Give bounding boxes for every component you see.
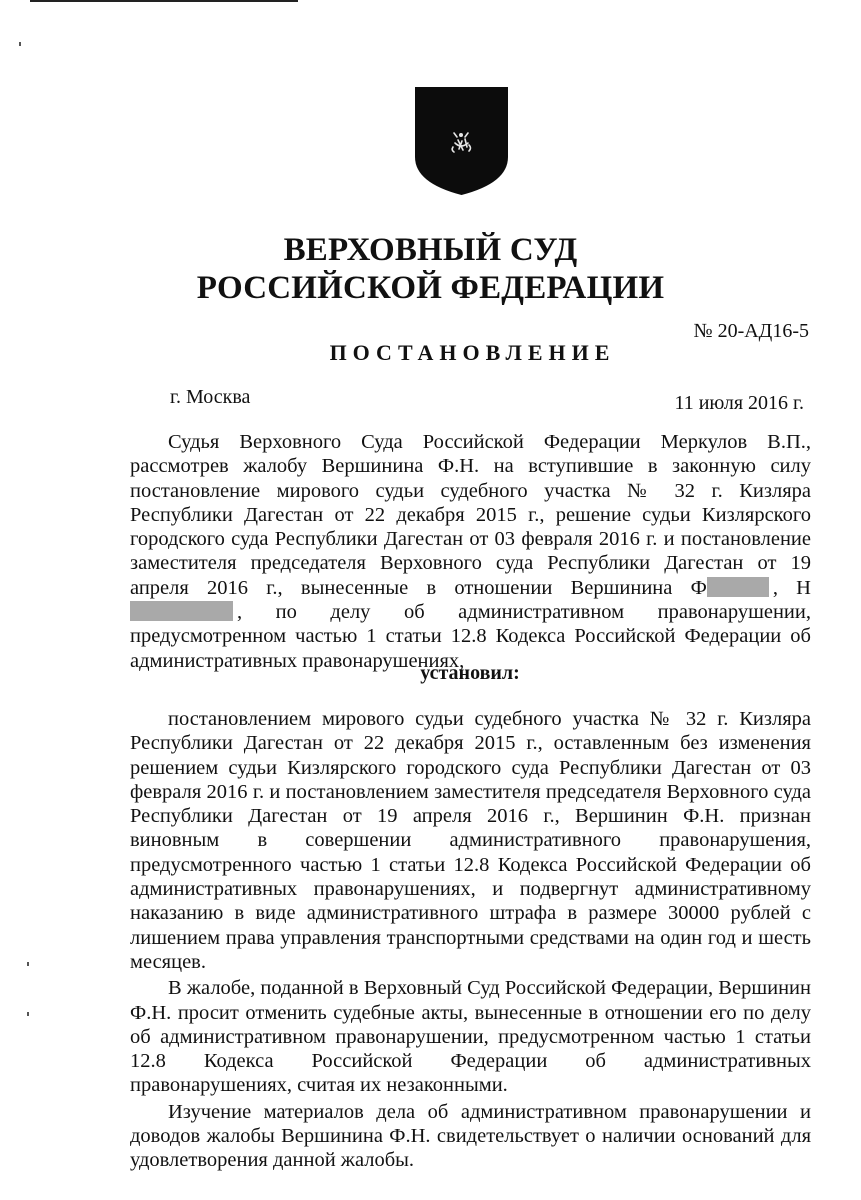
- court-name-line2: РОССИЙСКОЙ ФЕДЕРАЦИИ: [196, 270, 665, 306]
- paragraph-review: Изучение материалов дела об административном правонарушении и доводов жалобы Вершинина Ф.Н. свидетельствует о наличии оснований для удовлетворения данной жалобы.: [130, 1100, 811, 1172]
- case-number: № 20-АД16-5: [693, 320, 809, 342]
- city: г. Москва: [170, 386, 251, 408]
- document-date: 11 июля 2016 г.: [674, 392, 804, 414]
- scan-edge-line: [30, 0, 298, 2]
- intro-paragraph: [130, 430, 811, 673]
- facts-section: [130, 707, 811, 1173]
- document-type-title: ПОСТАНОВЛЕНИЕ: [329, 340, 616, 365]
- intro-text-part2: , по делу об административном правонарушении, предусмотренном частью 1 статьи 12.8 Кодекса Российской Федерации об административных правонарушениях,: [130, 601, 811, 672]
- court-name: [0, 231, 861, 307]
- redacted-first-name: [707, 577, 769, 597]
- paragraph-ruling: постановлением мирового судьи судебного участка № 32 г. Кизляра Республики Дагестан от 22 декабря 2015 г., оставленным без изменения решением судьи Кизлярского городского суда Республики Дагестан от 03 февраля 2016 г. и постановлением заместителя председателя Верховного суда Республики Дагестан от 19 апреля 2016 г., Вершинин Ф.Н. признан виновным в совершении административного правонарушения, предусмотренного частью 1 статьи 12.8 Кодекса Российской Федерации об административных правонарушениях, и подвергнут административному наказанию в виде административного штрафа в размере 30000 рублей с лишением права управления транспортными средствами на один год и шесть месяцев.: [130, 708, 811, 973]
- court-name-line1: ВЕРХОВНЫЙ СУД: [283, 232, 578, 268]
- intro-text-part1: Судья Верховного Суда Российской Федерации Меркулов В.П., рассмотрев жалобу Вершинина Ф.Н. на вступившие в законную силу постановление мирового судьи судебного участка № 32 г. Кизляра Республики Дагестан от 22 декабря 2015 г., решение судьи Кизлярского городского суда Республики Дагестан от 03 февраля 2016 г. и постановление заместителя председателя Верховного суда Республики Дагестан от 19 апреля 2016 г., вынесенные в отношении Вершинина Ф: [130, 431, 811, 599]
- paragraph-complaint: В жалобе, поданной в Верховный Суд Российской Федерации, Вершинин Ф.Н. просит отменить судебные акты, вынесенные в отношении его по делу об административном правонарушении, предусмотренном частью 1 статьи 12.8 Кодекса Российской Федерации об административных правонарушениях, считая их незаконными.: [130, 977, 811, 1097]
- coat-of-arms-emblem-icon: [413, 85, 510, 197]
- intro-separator: , Н: [772, 576, 811, 599]
- decided-heading: установил:: [420, 662, 520, 684]
- redacted-patronymic: [130, 601, 233, 621]
- intro-paragraph-block: [130, 430, 811, 673]
